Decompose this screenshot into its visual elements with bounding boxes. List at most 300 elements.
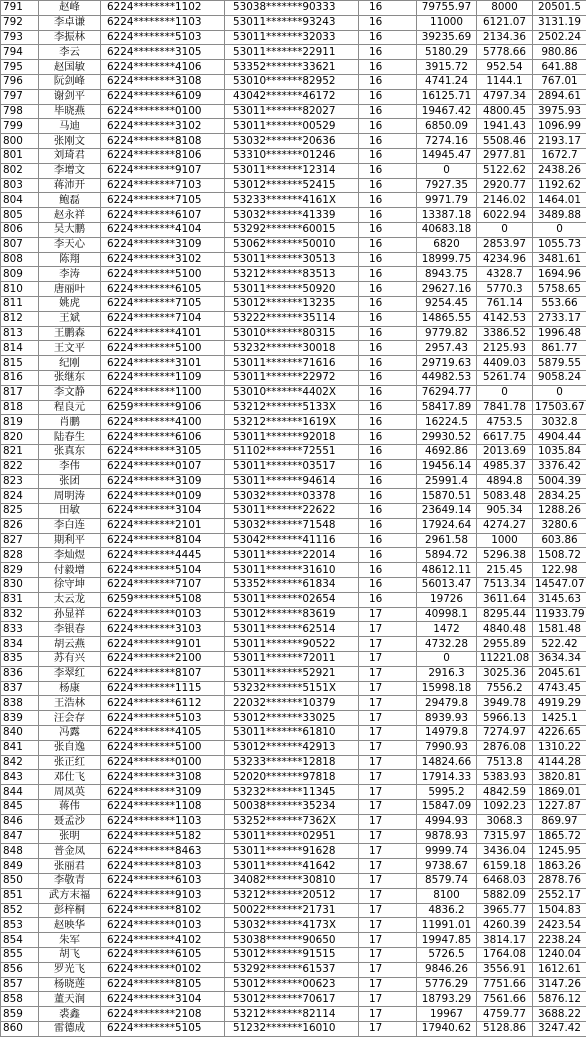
- name-cell: 普金凤: [39, 844, 101, 859]
- table-row: [1, 666, 586, 681]
- table-row: [1, 296, 586, 311]
- period-cell: 17: [359, 888, 417, 903]
- bank-card-cell: 6224********1100: [101, 385, 225, 400]
- amount-cell: 5004.39: [533, 474, 586, 489]
- amount-cell: 58417.89: [417, 400, 477, 415]
- table-row: [1, 119, 586, 134]
- bank-card-cell: 6224********5100: [101, 740, 225, 755]
- amount-cell: 122.98: [533, 563, 586, 578]
- id-number-cell: 53011*******31610: [225, 563, 359, 578]
- amount-cell: 4985.37: [477, 459, 533, 474]
- bank-card-cell: 6224********3105: [101, 45, 225, 60]
- name-cell: 胡飞: [39, 948, 101, 963]
- amount-cell: 3386.52: [477, 326, 533, 341]
- table-row: [1, 518, 586, 533]
- row-index-cell: 845: [1, 800, 39, 815]
- amount-cell: 3634.34: [533, 652, 586, 667]
- id-number-cell: 53012*******52415: [225, 178, 359, 193]
- id-number-cell: 53212*******83513: [225, 267, 359, 282]
- amount-cell: 6820: [417, 237, 477, 252]
- amount-cell: 641.88: [533, 60, 586, 75]
- bank-card-cell: 6224********3102: [101, 252, 225, 267]
- row-index-cell: 803: [1, 178, 39, 193]
- id-number-cell: 53062*******50010: [225, 237, 359, 252]
- name-cell: 徐守坤: [39, 578, 101, 593]
- amount-cell: 3949.78: [477, 696, 533, 711]
- period-cell: 16: [359, 430, 417, 445]
- amount-cell: 1869.01: [533, 785, 586, 800]
- table-row: [1, 977, 586, 992]
- amount-cell: 3814.17: [477, 933, 533, 948]
- bank-card-cell: 6224********6103: [101, 874, 225, 889]
- amount-cell: 7751.66: [477, 977, 533, 992]
- amount-cell: 11000: [417, 15, 477, 30]
- period-cell: 16: [359, 134, 417, 149]
- period-cell: 16: [359, 74, 417, 89]
- name-cell: 孙显祥: [39, 607, 101, 622]
- name-cell: 李文静: [39, 385, 101, 400]
- amount-cell: 2502.24: [533, 30, 586, 45]
- id-number-cell: 53010*******4402X: [225, 385, 359, 400]
- amount-cell: 16224.5: [417, 415, 477, 430]
- amount-cell: 17940.62: [417, 1021, 477, 1036]
- row-index-cell: 860: [1, 1021, 39, 1036]
- amount-cell: 2853.97: [477, 237, 533, 252]
- name-cell: 张团: [39, 474, 101, 489]
- period-cell: 17: [359, 1007, 417, 1022]
- id-number-cell: 53011*******93243: [225, 15, 359, 30]
- name-cell: 毕晓燕: [39, 104, 101, 119]
- bank-card-cell: 6224********6107: [101, 208, 225, 223]
- table-row: [1, 430, 586, 445]
- amount-cell: 0: [477, 385, 533, 400]
- amount-cell: 2894.61: [533, 89, 586, 104]
- period-cell: 17: [359, 681, 417, 696]
- amount-cell: 4226.65: [533, 726, 586, 741]
- id-number-cell: 53011*******92018: [225, 430, 359, 445]
- amount-cell: 56013.47: [417, 578, 477, 593]
- period-cell: 16: [359, 30, 417, 45]
- row-index-cell: 853: [1, 918, 39, 933]
- amount-cell: 4840.48: [477, 622, 533, 637]
- row-index-cell: 809: [1, 267, 39, 282]
- bank-card-cell: 6224********8103: [101, 859, 225, 874]
- id-number-cell: 50022*******21731: [225, 903, 359, 918]
- id-number-cell: 53032*******4173X: [225, 918, 359, 933]
- amount-cell: 9058.24: [533, 370, 586, 385]
- table-row: [1, 178, 586, 193]
- amount-cell: 17924.64: [417, 518, 477, 533]
- amount-cell: 7513.8: [477, 755, 533, 770]
- amount-cell: 861.77: [533, 341, 586, 356]
- name-cell: 李银春: [39, 622, 101, 637]
- id-number-cell: 53212*******5133X: [225, 400, 359, 415]
- name-cell: 张自逸: [39, 740, 101, 755]
- table-row: [1, 740, 586, 755]
- table-row: [1, 104, 586, 119]
- row-index-cell: 839: [1, 711, 39, 726]
- name-cell: 赵映华: [39, 918, 101, 933]
- table-row: [1, 563, 586, 578]
- table-row: [1, 652, 586, 667]
- period-cell: 16: [359, 15, 417, 30]
- id-number-cell: 53292*******61537: [225, 962, 359, 977]
- name-cell: 谢剑平: [39, 89, 101, 104]
- id-number-cell: 51102*******72551: [225, 444, 359, 459]
- amount-cell: 8100: [417, 888, 477, 903]
- amount-cell: 5383.93: [477, 770, 533, 785]
- table-row: [1, 711, 586, 726]
- amount-cell: 2045.61: [533, 666, 586, 681]
- id-number-cell: 53212*******20512: [225, 888, 359, 903]
- amount-cell: 3376.42: [533, 459, 586, 474]
- amount-cell: 29719.63: [417, 356, 477, 371]
- row-index-cell: 815: [1, 356, 39, 371]
- amount-cell: 1245.95: [533, 844, 586, 859]
- id-number-cell: 53012*******83619: [225, 607, 359, 622]
- amount-cell: 17914.33: [417, 770, 477, 785]
- period-cell: 16: [359, 533, 417, 548]
- id-number-cell: 53232*******30018: [225, 341, 359, 356]
- amount-cell: 6468.03: [477, 874, 533, 889]
- amount-cell: 16125.71: [417, 89, 477, 104]
- name-cell: 张正红: [39, 755, 101, 770]
- bank-card-cell: 6224********0103: [101, 607, 225, 622]
- table-row: [1, 607, 586, 622]
- name-cell: 张刚文: [39, 134, 101, 149]
- amount-cell: 952.54: [477, 60, 533, 75]
- amount-cell: 7927.35: [417, 178, 477, 193]
- table-row: [1, 282, 586, 297]
- amount-cell: 3032.8: [533, 415, 586, 430]
- amount-cell: 4409.03: [477, 356, 533, 371]
- bank-card-cell: 6259********5108: [101, 592, 225, 607]
- id-number-cell: 53010*******82952: [225, 74, 359, 89]
- bank-card-cell: 6224********5100: [101, 341, 225, 356]
- id-number-cell: 53011*******02654: [225, 592, 359, 607]
- id-number-cell: 53012*******70617: [225, 992, 359, 1007]
- row-index-cell: 843: [1, 770, 39, 785]
- amount-cell: 3131.19: [533, 15, 586, 30]
- amount-cell: 4994.93: [417, 814, 477, 829]
- bank-card-cell: 6224********3108: [101, 74, 225, 89]
- amount-cell: 1000: [477, 533, 533, 548]
- amount-cell: 5995.2: [417, 785, 477, 800]
- table-row: [1, 459, 586, 474]
- bank-card-cell: 6224********8108: [101, 134, 225, 149]
- row-index-cell: 842: [1, 755, 39, 770]
- table-row: [1, 415, 586, 430]
- name-cell: 冯露: [39, 726, 101, 741]
- amount-cell: 14979.8: [417, 726, 477, 741]
- table-row: [1, 504, 586, 519]
- row-index-cell: 800: [1, 134, 39, 149]
- period-cell: 16: [359, 356, 417, 371]
- row-index-cell: 821: [1, 444, 39, 459]
- name-cell: 朱军: [39, 933, 101, 948]
- row-index-cell: 841: [1, 740, 39, 755]
- row-index-cell: 851: [1, 888, 39, 903]
- amount-cell: 14547.07: [533, 578, 586, 593]
- name-cell: 杨康: [39, 681, 101, 696]
- id-number-cell: 53038*******90650: [225, 933, 359, 948]
- amount-cell: 40998.1: [417, 607, 477, 622]
- amount-cell: 9999.74: [417, 844, 477, 859]
- name-cell: 杨晓莲: [39, 977, 101, 992]
- amount-cell: 19967: [417, 1007, 477, 1022]
- bank-card-cell: 6224********3104: [101, 992, 225, 1007]
- id-number-cell: 53011*******91628: [225, 844, 359, 859]
- amount-cell: 7841.78: [477, 400, 533, 415]
- bank-card-cell: 6224********9101: [101, 637, 225, 652]
- row-index-cell: 834: [1, 637, 39, 652]
- period-cell: 16: [359, 385, 417, 400]
- amount-cell: 15870.51: [417, 489, 477, 504]
- name-cell: 王文平: [39, 341, 101, 356]
- table-row: [1, 474, 586, 489]
- amount-cell: 980.86: [533, 45, 586, 60]
- amount-cell: 2920.77: [477, 178, 533, 193]
- amount-cell: 2876.08: [477, 740, 533, 755]
- name-cell: 张继东: [39, 370, 101, 385]
- amount-cell: 215.45: [477, 563, 533, 578]
- period-cell: 17: [359, 874, 417, 889]
- table-row: [1, 578, 586, 593]
- id-number-cell: 53011*******22911: [225, 45, 359, 60]
- bank-card-cell: 6224********5104: [101, 563, 225, 578]
- period-cell: 16: [359, 415, 417, 430]
- bank-card-cell: 6224********1115: [101, 681, 225, 696]
- row-index-cell: 828: [1, 548, 39, 563]
- id-number-cell: 53222*******35114: [225, 311, 359, 326]
- period-cell: 17: [359, 711, 417, 726]
- bank-card-cell: 6224********8106: [101, 148, 225, 163]
- name-cell: 汪会存: [39, 711, 101, 726]
- period-cell: 17: [359, 903, 417, 918]
- amount-cell: 8579.74: [417, 874, 477, 889]
- name-cell: 刘琦君: [39, 148, 101, 163]
- amount-cell: 2834.25: [533, 489, 586, 504]
- table-row: [1, 592, 586, 607]
- table-row: [1, 222, 586, 237]
- amount-cell: 3068.3: [477, 814, 533, 829]
- amount-cell: 19726: [417, 592, 477, 607]
- amount-cell: 0: [417, 652, 477, 667]
- amount-cell: 25991.4: [417, 474, 477, 489]
- row-index-cell: 819: [1, 415, 39, 430]
- amount-cell: 1996.48: [533, 326, 586, 341]
- amount-cell: 3489.88: [533, 208, 586, 223]
- amount-cell: 3145.63: [533, 592, 586, 607]
- amount-cell: 1941.43: [477, 119, 533, 134]
- row-index-cell: 859: [1, 1007, 39, 1022]
- row-index-cell: 833: [1, 622, 39, 637]
- name-cell: 王斌: [39, 311, 101, 326]
- table-row: [1, 208, 586, 223]
- bank-card-cell: 6224********5182: [101, 829, 225, 844]
- name-cell: 鲍磊: [39, 193, 101, 208]
- bank-card-cell: 6224********4104: [101, 222, 225, 237]
- row-index-cell: 823: [1, 474, 39, 489]
- table-row: [1, 770, 586, 785]
- amount-cell: 4144.28: [533, 755, 586, 770]
- amount-cell: 5966.13: [477, 711, 533, 726]
- amount-cell: 2193.17: [533, 134, 586, 149]
- table-row: [1, 326, 586, 341]
- period-cell: 16: [359, 459, 417, 474]
- name-cell: 李灿煜: [39, 548, 101, 563]
- amount-cell: 9779.82: [417, 326, 477, 341]
- id-number-cell: 53032*******71548: [225, 518, 359, 533]
- amount-cell: 9846.26: [417, 962, 477, 977]
- name-cell: 吴大鹏: [39, 222, 101, 237]
- table-row: [1, 148, 586, 163]
- row-index-cell: 835: [1, 652, 39, 667]
- period-cell: 16: [359, 592, 417, 607]
- id-number-cell: 53032*******03378: [225, 489, 359, 504]
- row-index-cell: 791: [1, 1, 39, 16]
- row-index-cell: 818: [1, 400, 39, 415]
- table-row: [1, 548, 586, 563]
- id-number-cell: 53012*******33025: [225, 711, 359, 726]
- id-number-cell: 53011*******62514: [225, 622, 359, 637]
- row-index-cell: 812: [1, 311, 39, 326]
- table-row: [1, 948, 586, 963]
- row-index-cell: 856: [1, 962, 39, 977]
- row-index-cell: 846: [1, 814, 39, 829]
- id-number-cell: 53032*******20636: [225, 134, 359, 149]
- amount-cell: 17503.67: [533, 400, 586, 415]
- name-cell: 李涛: [39, 267, 101, 282]
- bank-card-cell: 6224********2101: [101, 518, 225, 533]
- row-index-cell: 808: [1, 252, 39, 267]
- table-row: [1, 341, 586, 356]
- name-cell: 王浩林: [39, 696, 101, 711]
- amount-cell: 1764.08: [477, 948, 533, 963]
- period-cell: 16: [359, 89, 417, 104]
- row-index-cell: 822: [1, 459, 39, 474]
- amount-cell: 9971.79: [417, 193, 477, 208]
- amount-cell: 3611.64: [477, 592, 533, 607]
- period-cell: 16: [359, 563, 417, 578]
- row-index-cell: 795: [1, 60, 39, 75]
- bank-card-cell: 6224********0102: [101, 962, 225, 977]
- period-cell: 17: [359, 859, 417, 874]
- table-row: [1, 696, 586, 711]
- id-number-cell: 53010*******80315: [225, 326, 359, 341]
- id-number-cell: 53233*******12818: [225, 755, 359, 770]
- amount-cell: 6617.75: [477, 430, 533, 445]
- name-cell: 期利平: [39, 533, 101, 548]
- name-cell: 聂孟沙: [39, 814, 101, 829]
- amount-cell: 3025.36: [477, 666, 533, 681]
- name-cell: 周凤英: [39, 785, 101, 800]
- period-cell: 16: [359, 326, 417, 341]
- name-cell: 李卓谦: [39, 15, 101, 30]
- table-row: [1, 15, 586, 30]
- period-cell: 17: [359, 933, 417, 948]
- row-index-cell: 827: [1, 533, 39, 548]
- table-row: [1, 489, 586, 504]
- bank-card-cell: 6224********3109: [101, 237, 225, 252]
- bank-card-cell: 6224********8463: [101, 844, 225, 859]
- table-row: [1, 193, 586, 208]
- period-cell: 17: [359, 637, 417, 652]
- amount-cell: 40683.18: [417, 222, 477, 237]
- table-row: [1, 903, 586, 918]
- name-cell: 蒋沛开: [39, 178, 101, 193]
- period-cell: 17: [359, 755, 417, 770]
- id-number-cell: 51232*******16010: [225, 1021, 359, 1036]
- amount-cell: 6850.09: [417, 119, 477, 134]
- amount-cell: 5882.09: [477, 888, 533, 903]
- id-number-cell: 53011*******02951: [225, 829, 359, 844]
- table-row: [1, 874, 586, 889]
- row-index-cell: 847: [1, 829, 39, 844]
- amount-cell: 3147.26: [533, 977, 586, 992]
- name-cell: 李振林: [39, 30, 101, 45]
- bank-card-cell: 6224********4106: [101, 60, 225, 75]
- amount-cell: 3247.42: [533, 1021, 586, 1036]
- id-number-cell: 53011*******50920: [225, 282, 359, 297]
- bank-card-cell: 6259********9106: [101, 400, 225, 415]
- name-cell: 武方末福: [39, 888, 101, 903]
- amount-cell: 2238.24: [533, 933, 586, 948]
- period-cell: 16: [359, 1, 417, 16]
- bank-card-cell: 6224********3109: [101, 785, 225, 800]
- bank-card-cell: 6224********6112: [101, 696, 225, 711]
- amount-cell: 7274.97: [477, 726, 533, 741]
- row-index-cell: 829: [1, 563, 39, 578]
- amount-cell: 6022.94: [477, 208, 533, 223]
- row-index-cell: 797: [1, 89, 39, 104]
- bank-card-cell: 6224********3105: [101, 444, 225, 459]
- amount-cell: 2977.81: [477, 148, 533, 163]
- name-cell: 苏有兴: [39, 652, 101, 667]
- bank-card-cell: 6224********0100: [101, 755, 225, 770]
- id-number-cell: 52020*******97818: [225, 770, 359, 785]
- name-cell: 周明涛: [39, 489, 101, 504]
- amount-cell: 4692.86: [417, 444, 477, 459]
- period-cell: 17: [359, 666, 417, 681]
- amount-cell: 4142.53: [477, 311, 533, 326]
- id-number-cell: 53011*******22014: [225, 548, 359, 563]
- amount-cell: 23649.14: [417, 504, 477, 519]
- table-row: [1, 252, 586, 267]
- bank-card-cell: 6224********1102: [101, 1, 225, 16]
- name-cell: 董天润: [39, 992, 101, 1007]
- name-cell: 姚虎: [39, 296, 101, 311]
- name-cell: 李敬青: [39, 874, 101, 889]
- period-cell: 16: [359, 504, 417, 519]
- id-number-cell: 53042*******41116: [225, 533, 359, 548]
- id-number-cell: 53310*******01246: [225, 148, 359, 163]
- amount-cell: 4234.96: [477, 252, 533, 267]
- id-number-cell: 43042*******46172: [225, 89, 359, 104]
- period-cell: 16: [359, 45, 417, 60]
- name-cell: 纪刚: [39, 356, 101, 371]
- period-cell: 16: [359, 178, 417, 193]
- amount-cell: 4836.2: [417, 903, 477, 918]
- amount-cell: 1144.1: [477, 74, 533, 89]
- amount-cell: 0: [417, 163, 477, 178]
- name-cell: 李翠红: [39, 666, 101, 681]
- amount-cell: 13387.18: [417, 208, 477, 223]
- table-row: [1, 962, 586, 977]
- row-index-cell: 802: [1, 163, 39, 178]
- bank-card-cell: 6224********8102: [101, 903, 225, 918]
- bank-card-cell: 6224********9103: [101, 888, 225, 903]
